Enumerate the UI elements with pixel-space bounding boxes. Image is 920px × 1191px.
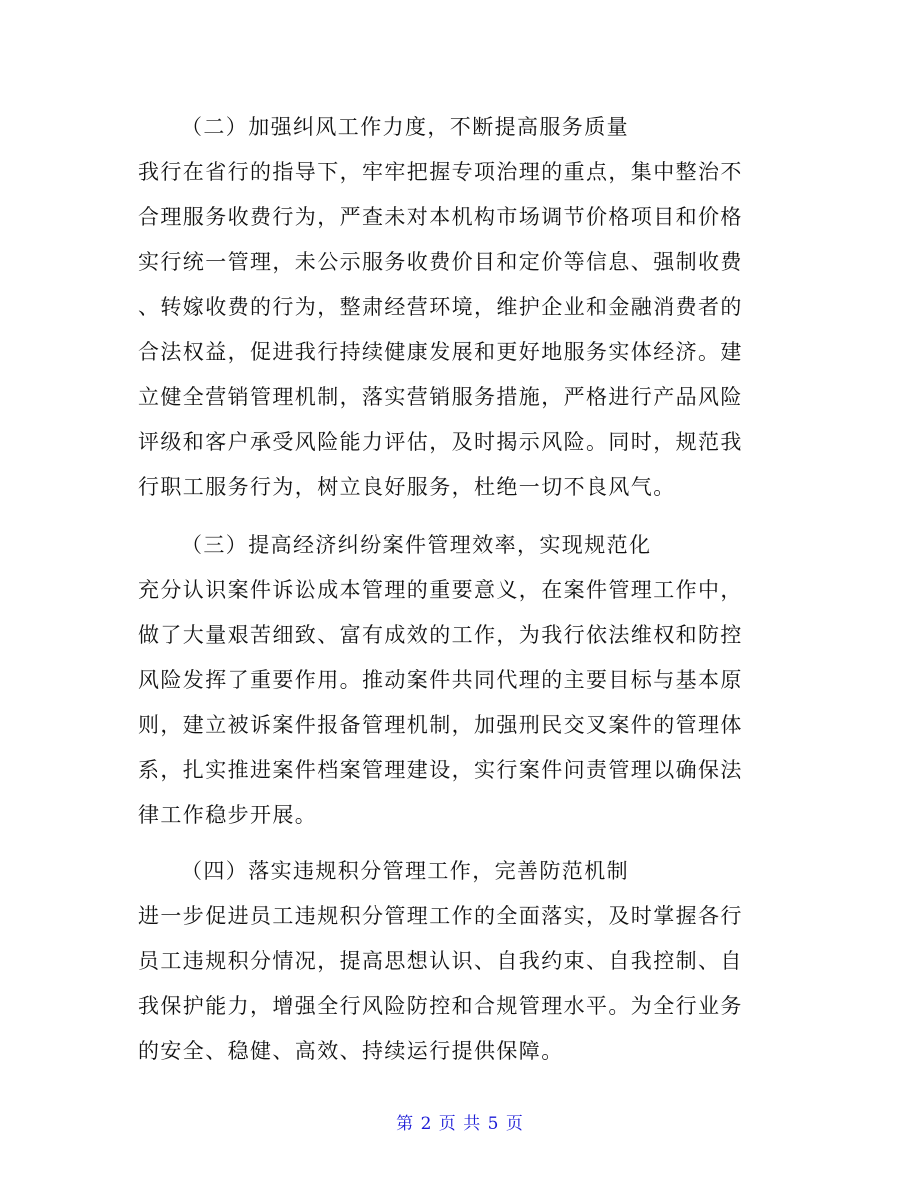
- paragraph-line: 行职工服务行为，树立良好服务，杜绝一切不良风气。: [138, 475, 676, 499]
- paragraph-line: 员工违规积分情况，提高思想认识、自我约束、自我控制、自: [138, 949, 743, 973]
- section-heading: （二）加强纠风工作力度，不断提高服务质量: [181, 115, 629, 139]
- paragraph-line: 进一步促进员工违规积分管理工作的全面落实，及时掌握各行: [138, 904, 743, 928]
- paragraph-line: 充分认识案件诉讼成本管理的重要意义，在案件管理工作中，: [138, 578, 743, 602]
- paragraph-line: 律工作稳步开展。: [138, 803, 318, 827]
- paragraph-line: 的安全、稳健、高效、持续运行提供保障。: [138, 1039, 564, 1063]
- paragraph-line: 我行在省行的指导下，牢牢把握专项治理的重点，集中整治不: [138, 160, 743, 184]
- page-number-footer: 第 2 页 共 5 页: [396, 1114, 524, 1134]
- paragraph-line: 系，扎实推进案件档案管理建设，实行案件问责管理以确保法: [138, 758, 743, 782]
- paragraph-line: 、转嫁收费的行为，整肃经营环境，维护企业和金融消费者的: [138, 295, 743, 319]
- paragraph-line: 合法权益，促进我行持续健康发展和更好地服务实体经济。建: [138, 340, 743, 364]
- paragraph-line: 我保护能力，增强全行风险防控和合规管理水平。为全行业务: [138, 994, 743, 1018]
- paragraph-line: 实行统一管理，未公示服务收费价目和定价等信息、强制收费: [138, 250, 743, 274]
- paragraph-line: 立健全营销管理机制，落实营销服务措施，严格进行产品风险: [138, 385, 743, 409]
- paragraph-line: 做了大量艰苦细致、富有成效的工作，为我行依法维权和防控: [138, 623, 743, 647]
- section-heading: （四）落实违规积分管理工作，完善防范机制: [181, 859, 629, 883]
- section-heading: （三）提高经济纠纷案件管理效率，实现规范化: [181, 533, 652, 557]
- paragraph-line: 评级和客户承受风险能力评估，及时揭示风险。同时，规范我: [138, 430, 743, 454]
- paragraph-line: 风险发挥了重要作用。推动案件共同代理的主要目标与基本原: [138, 668, 743, 692]
- paragraph-line: 则，建立被诉案件报备管理机制，加强刑民交叉案件的管理体: [138, 713, 743, 737]
- paragraph-line: 合理服务收费行为，严查未对本机构市场调节价格项目和价格: [138, 205, 743, 229]
